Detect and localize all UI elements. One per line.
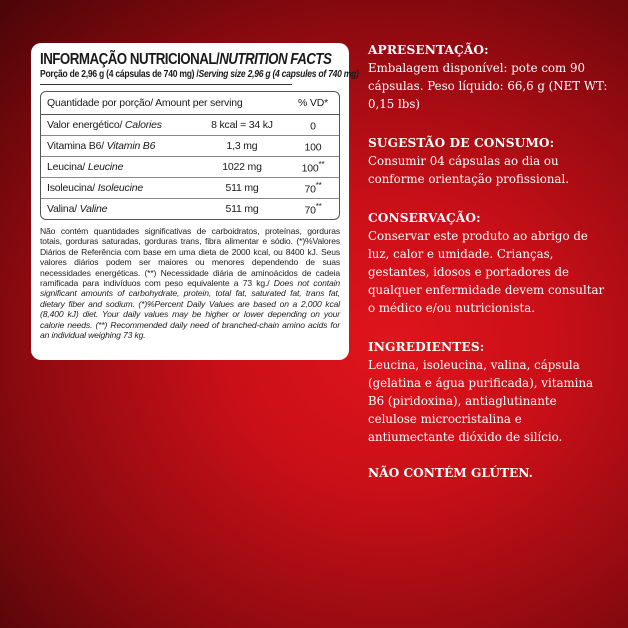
section-heading: INGREDIENTES: [368, 340, 485, 354]
nutrient-name: Leucina/ Leucine [47, 161, 124, 173]
table-row [41, 178, 339, 199]
nutrition-table [40, 91, 340, 220]
nutrition-footnote: Não contém quantidades significativas de carboidratos, proteínas, gorduras totais, gorduras saturadas, gorduras trans, fibra alimentar e sódio. (*)%Valores Diários de Referência com base em uma dieta de 2000 kcal, ou 8400 kJ. Seus valores diários podem ser maiores ou menores dependendo de suas necessidades energéticas. (**) Necessidade diária de aminoácidos de cadeia ramificada para indivíduos com peso equivalente a 73 kg./ Does not contain significant amounts of carbohydrate, protein, total fat, saturated fat, trans fat, dietary fiber and sodium. (*)%Percent Daily Values are based on a 2,000 kcal (8,400 kJ) diet. Your daily values may be higher or lower depending on your calorie needs. (**) Recommended daily need of branched-chain amino acids for an individual weighing 73 kg. [40, 226, 340, 341]
table-header [41, 92, 339, 115]
table-row [41, 199, 339, 219]
nutrient-name: Valor energético/ Calories [47, 119, 162, 131]
gluten-free-note: NÃO CONTÉM GLÚTEN. [368, 466, 533, 480]
info-section [368, 339, 608, 446]
serving-size: Porção de 2,96 g (4 cápsulas de 740 mg) /Serving size 2,96 g (4 capsules of 740 mg) [40, 68, 292, 85]
nutrient-vd: 100** [301, 159, 325, 175]
section-heading: APRESENTAÇÃO: [368, 43, 489, 57]
nutrient-name: Vitamina B6/ Vitamin B6 [47, 140, 156, 152]
section-heading: SUGESTÃO DE CONSUMO: [368, 136, 555, 150]
nutrient-amount: 511 mg [225, 182, 259, 194]
table-row [41, 136, 339, 157]
header-amount-per-serving: Quantidade por porção/ Amount per serving [47, 97, 243, 109]
table-row [41, 115, 339, 136]
nutrition-facts-panel [31, 43, 359, 360]
nutrient-vd: 0 [310, 120, 316, 133]
nutrient-amount: 8 kcal = 34 kJ [211, 119, 273, 131]
nutrient-vd: 70** [304, 180, 322, 196]
section-text: Conservar este produto ao abrigo de luz, calor e umidade. Crianças, gestantes, idosos e portadores de qualquer enfermidade devem consultar o médico e/ou nutricionista. [368, 229, 605, 315]
info-section [368, 135, 608, 188]
info-section [368, 42, 608, 113]
section-text: Embalagem disponível: pote com 90 cápsulas. Peso líquido: 66,6 g (NET WT: 0,15 lbs) [368, 61, 608, 111]
nutrition-title: INFORMAÇÃO NUTRICIONAL/NUTRITION FACTS [40, 51, 332, 68]
nutrient-amount: 1,3 mg [226, 140, 258, 152]
nutrient-vd: 100 [304, 141, 322, 154]
section-text: Leucina, isoleucina, valina, cápsula (gelatina e água purificada), vitamina B6 (piridoxina), antiaglutinante celulose microcristalina e antiumectante dióxido de silício. [368, 358, 594, 444]
header-vd: % VD* [298, 97, 328, 109]
nutrient-amount: 1022 mg [222, 161, 262, 173]
section-text: Consumir 04 cápsulas ao dia ou conforme orientação profissional. [368, 154, 569, 186]
nutrient-amount: 511 mg [225, 203, 259, 215]
section-heading: CONSERVAÇÃO: [368, 211, 481, 225]
table-row [41, 157, 339, 178]
product-info-column [368, 42, 608, 482]
nutrient-name: Valina/ Valine [47, 203, 108, 215]
nutrient-name: Isoleucina/ Isoleucine [47, 182, 143, 194]
nutrient-vd: 70** [304, 201, 322, 217]
info-section [368, 210, 608, 317]
